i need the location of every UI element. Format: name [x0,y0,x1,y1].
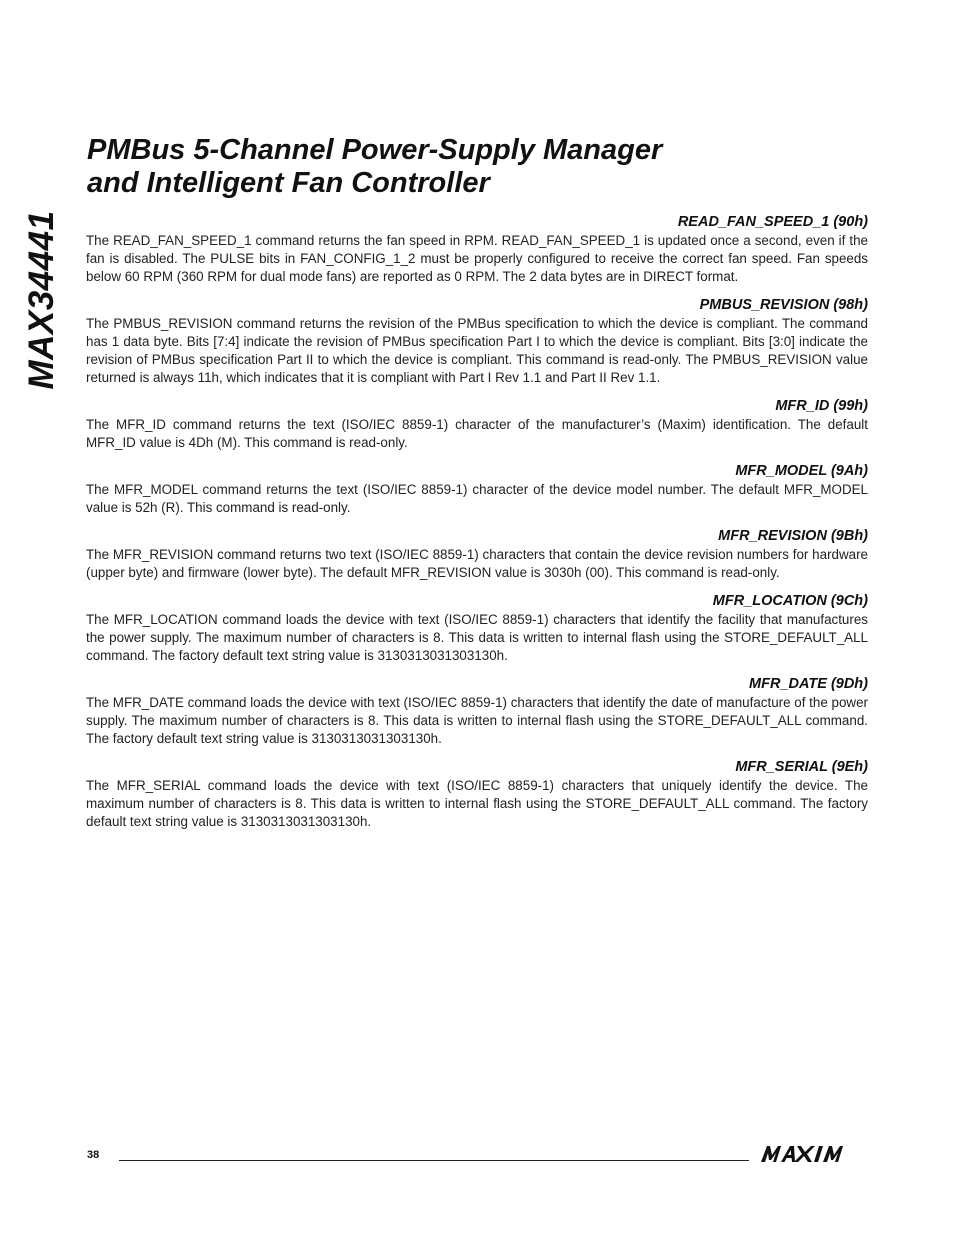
section-heading-pmbus-revision: PMBUS_REVISION (98h) [699,297,868,313]
page-footer [87,1143,869,1167]
document-title [87,134,807,200]
content-column [86,212,868,840]
section-heading-mfr-serial: MFR_SERIAL (9Eh) [735,759,868,775]
section-body-mfr-serial: The MFR_SERIAL command loads the device with text (ISO/IEC 8859-1) characters that uniquely identify the device. The maximum number of characters is 8. This data is written to internal flash using the STORE_DEFAULT_ALL command. The factory default text string value is 3130313031303130h. [86,778,868,829]
page-number: 38 [87,1149,100,1161]
side-part-number [12,209,72,390]
section-heading-mfr-id: MFR_ID (99h) [775,398,868,414]
section-body-mfr-model: The MFR_MODEL command returns the text (ISO/IEC 8859-1) character of the device model number. The default MFR_MODEL value is 52h (R). This command is read-only. [86,482,868,515]
section-body-mfr-date: The MFR_DATE command loads the device with text (ISO/IEC 8859-1) characters that identify the date of manufacture of the power supply. The maximum number of characters is 8. This data is written to internal flash using the STORE_DEFAULT_ALL command. The factory default text string value is 3130313031303130h. [86,695,868,746]
maxim-logo [757,1143,869,1165]
section-body-read-fan-speed: The READ_FAN_SPEED_1 command returns the fan speed in RPM. READ_FAN_SPEED_1 is updated once a second, even if the fan is disabled. The PULSE bits in FAN_CONFIG_1_2 must be properly configured to receive the correct fan speed. Fan speeds below 60 RPM (360 RPM for dual mode fans) are reported as 0 RPM. The 2 data bytes are in DIRECT format. [86,233,868,284]
title-line-1: PMBus 5-Channel Power-Supply Manager [87,134,663,166]
title-line-2: and Intelligent Fan Controller [87,167,490,199]
section-body-pmbus-revision: The PMBUS_REVISION command returns the revision of the PMBus specification to which the device is compliant. The command has 1 data byte. Bits [7:4] indicate the revision of PMBus specification Part I to which the device is compliant. Bits [3:0] indicate the revision of PMBus specification Part II to which the device is compliant. This command is read-only. The PMBUS_REVISION value returned is always 11h, which indicates that it is compliant with Part I Rev 1.1 and Part II Rev 1.1. [86,316,868,385]
section-heading-mfr-location: MFR_LOCATION (9Ch) [712,593,868,609]
section-body-mfr-location: The MFR_LOCATION command loads the device with text (ISO/IEC 8859-1) characters that identify the facility that manufactures the power supply. The maximum number of characters is 8. This data is written to internal flash using the STORE_DEFAULT_ALL command. The factory default text string value is 3130313031303130h. [86,612,868,663]
section-heading-mfr-date: MFR_DATE (9Dh) [749,676,868,692]
section-body-mfr-id: The MFR_ID command returns the text (ISO/IEC 8859-1) character of the manufacturer’s (Maxim) identification. The default MFR_ID value is 4Dh (M). This command is read-only. [86,417,868,450]
section-heading-read-fan-speed: READ_FAN_SPEED_1 (90h) [677,214,868,230]
section-heading-mfr-model: MFR_MODEL (9Ah) [735,463,868,479]
side-part-number-text: MAX34441 [22,209,61,390]
section-body-mfr-revision: The MFR_REVISION command returns two text (ISO/IEC 8859-1) characters that contain the device revision numbers for hardware (upper byte) and firmware (lower byte). The default MFR_REVISION value is 3030h (00). This command is read-only. [86,547,868,580]
section-heading-mfr-revision: MFR_REVISION (9Bh) [718,528,868,544]
footer-divider [119,1160,749,1161]
